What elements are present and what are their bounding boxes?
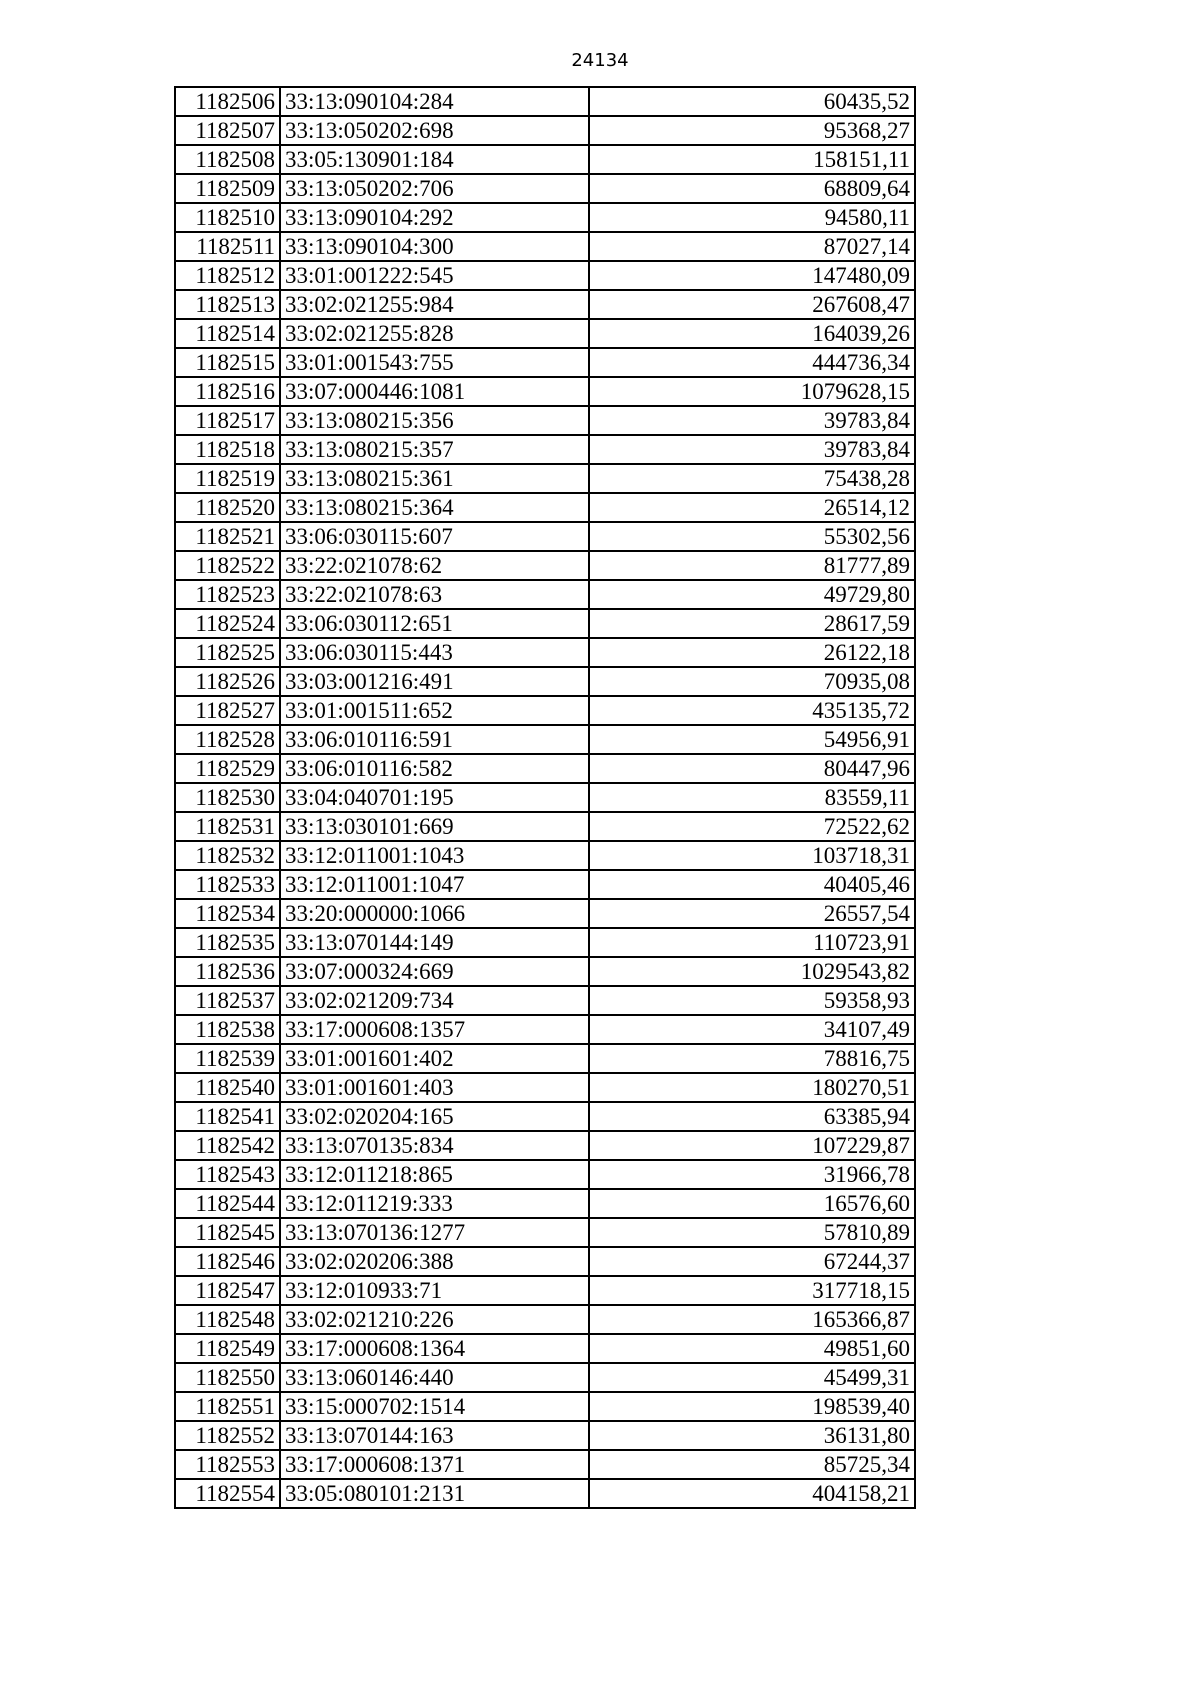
cadastral-number-cell: 33:02:021210:226 [280, 1305, 589, 1334]
table-row [175, 841, 915, 870]
value-cell: 67244,37 [589, 1247, 915, 1276]
cadastral-number-cell: 33:06:030112:651 [280, 609, 589, 638]
row-id-cell: 1182553 [175, 1450, 280, 1479]
cadastral-number-cell: 33:01:001511:652 [280, 696, 589, 725]
table-row [175, 1305, 915, 1334]
row-id-cell: 1182550 [175, 1363, 280, 1392]
value-cell: 83559,11 [589, 783, 915, 812]
row-id-cell: 1182543 [175, 1160, 280, 1189]
row-id-cell: 1182523 [175, 580, 280, 609]
row-id-cell: 1182529 [175, 754, 280, 783]
row-id-cell: 1182544 [175, 1189, 280, 1218]
cadastral-number-cell: 33:12:010933:71 [280, 1276, 589, 1305]
table-row [175, 1189, 915, 1218]
cadastral-number-cell: 33:17:000608:1357 [280, 1015, 589, 1044]
table-row [175, 319, 915, 348]
table-row [175, 1276, 915, 1305]
value-cell: 80447,96 [589, 754, 915, 783]
table-row [175, 928, 915, 957]
value-cell: 68809,64 [589, 174, 915, 203]
value-cell: 198539,40 [589, 1392, 915, 1421]
cadastral-number-cell: 33:13:080215:364 [280, 493, 589, 522]
table-row [175, 232, 915, 261]
table-row [175, 1015, 915, 1044]
table-row [175, 1160, 915, 1189]
cadastral-number-cell: 33:20:000000:1066 [280, 899, 589, 928]
row-id-cell: 1182536 [175, 957, 280, 986]
page-number: 24134 [571, 50, 629, 71]
table-row [175, 348, 915, 377]
table-row [175, 870, 915, 899]
cadastral-number-cell: 33:02:021209:734 [280, 986, 589, 1015]
cadastral-number-cell: 33:06:030115:607 [280, 522, 589, 551]
value-cell: 85725,34 [589, 1450, 915, 1479]
table-row [175, 116, 915, 145]
table-row [175, 899, 915, 928]
table-row [175, 1102, 915, 1131]
table-row [175, 1421, 915, 1450]
row-id-cell: 1182524 [175, 609, 280, 638]
value-cell: 31966,78 [589, 1160, 915, 1189]
value-cell: 70935,08 [589, 667, 915, 696]
cadastral-number-cell: 33:17:000608:1371 [280, 1450, 589, 1479]
cadastral-number-cell: 33:22:021078:62 [280, 551, 589, 580]
row-id-cell: 1182522 [175, 551, 280, 580]
table-row [175, 261, 915, 290]
cadastral-number-cell: 33:02:020206:388 [280, 1247, 589, 1276]
table-row [175, 696, 915, 725]
table-row [175, 522, 915, 551]
row-id-cell: 1182537 [175, 986, 280, 1015]
row-id-cell: 1182514 [175, 319, 280, 348]
table-row [175, 493, 915, 522]
value-cell: 39783,84 [589, 406, 915, 435]
row-id-cell: 1182548 [175, 1305, 280, 1334]
table-row [175, 290, 915, 319]
cadastral-number-cell: 33:03:001216:491 [280, 667, 589, 696]
value-cell: 158151,11 [589, 145, 915, 174]
row-id-cell: 1182513 [175, 290, 280, 319]
table-row [175, 783, 915, 812]
row-id-cell: 1182510 [175, 203, 280, 232]
value-cell: 317718,15 [589, 1276, 915, 1305]
row-id-cell: 1182515 [175, 348, 280, 377]
value-cell: 55302,56 [589, 522, 915, 551]
value-cell: 110723,91 [589, 928, 915, 957]
row-id-cell: 1182533 [175, 870, 280, 899]
row-id-cell: 1182512 [175, 261, 280, 290]
row-id-cell: 1182528 [175, 725, 280, 754]
cadastral-number-cell: 33:01:001222:545 [280, 261, 589, 290]
row-id-cell: 1182549 [175, 1334, 280, 1363]
row-id-cell: 1182521 [175, 522, 280, 551]
cadastral-number-cell: 33:13:090104:300 [280, 232, 589, 261]
table-row [175, 957, 915, 986]
table-row [175, 667, 915, 696]
value-cell: 16576,60 [589, 1189, 915, 1218]
table-row [175, 203, 915, 232]
row-id-cell: 1182516 [175, 377, 280, 406]
cadastral-number-cell: 33:13:090104:284 [280, 87, 589, 116]
cadastral-number-cell: 33:13:080215:356 [280, 406, 589, 435]
value-cell: 45499,31 [589, 1363, 915, 1392]
table-row [175, 638, 915, 667]
table-row [175, 145, 915, 174]
table-row [175, 812, 915, 841]
cadastral-number-cell: 33:12:011218:865 [280, 1160, 589, 1189]
row-id-cell: 1182541 [175, 1102, 280, 1131]
cadastral-number-cell: 33:06:030115:443 [280, 638, 589, 667]
value-cell: 435135,72 [589, 696, 915, 725]
value-cell: 26514,12 [589, 493, 915, 522]
cadastral-number-cell: 33:07:000324:669 [280, 957, 589, 986]
cadastral-value-table [174, 86, 916, 1509]
value-cell: 60435,52 [589, 87, 915, 116]
row-id-cell: 1182542 [175, 1131, 280, 1160]
value-cell: 34107,49 [589, 1015, 915, 1044]
cadastral-number-cell: 33:13:090104:292 [280, 203, 589, 232]
value-cell: 1029543,82 [589, 957, 915, 986]
cadastral-number-cell: 33:12:011001:1047 [280, 870, 589, 899]
cadastral-number-cell: 33:22:021078:63 [280, 580, 589, 609]
table-row [175, 1392, 915, 1421]
row-id-cell: 1182525 [175, 638, 280, 667]
row-id-cell: 1182547 [175, 1276, 280, 1305]
value-cell: 39783,84 [589, 435, 915, 464]
cadastral-number-cell: 33:01:001601:402 [280, 1044, 589, 1073]
row-id-cell: 1182540 [175, 1073, 280, 1102]
value-cell: 87027,14 [589, 232, 915, 261]
table-row [175, 754, 915, 783]
row-id-cell: 1182545 [175, 1218, 280, 1247]
value-cell: 94580,11 [589, 203, 915, 232]
row-id-cell: 1182538 [175, 1015, 280, 1044]
cadastral-number-cell: 33:01:001601:403 [280, 1073, 589, 1102]
table-row [175, 580, 915, 609]
row-id-cell: 1182511 [175, 232, 280, 261]
cadastral-number-cell: 33:13:080215:357 [280, 435, 589, 464]
row-id-cell: 1182506 [175, 87, 280, 116]
value-cell: 1079628,15 [589, 377, 915, 406]
row-id-cell: 1182546 [175, 1247, 280, 1276]
value-cell: 72522,62 [589, 812, 915, 841]
cadastral-number-cell: 33:17:000608:1364 [280, 1334, 589, 1363]
cadastral-number-cell: 33:13:060146:440 [280, 1363, 589, 1392]
table-body [175, 87, 915, 1508]
value-cell: 28617,59 [589, 609, 915, 638]
row-id-cell: 1182539 [175, 1044, 280, 1073]
row-id-cell: 1182527 [175, 696, 280, 725]
row-id-cell: 1182552 [175, 1421, 280, 1450]
cadastral-number-cell: 33:15:000702:1514 [280, 1392, 589, 1421]
row-id-cell: 1182508 [175, 145, 280, 174]
cadastral-number-cell: 33:06:010116:582 [280, 754, 589, 783]
table-row [175, 1131, 915, 1160]
value-cell: 57810,89 [589, 1218, 915, 1247]
row-id-cell: 1182530 [175, 783, 280, 812]
value-cell: 75438,28 [589, 464, 915, 493]
value-cell: 49851,60 [589, 1334, 915, 1363]
table-row [175, 986, 915, 1015]
row-id-cell: 1182518 [175, 435, 280, 464]
row-id-cell: 1182519 [175, 464, 280, 493]
value-cell: 26557,54 [589, 899, 915, 928]
value-cell: 147480,09 [589, 261, 915, 290]
cadastral-number-cell: 33:13:070136:1277 [280, 1218, 589, 1247]
cadastral-number-cell: 33:06:010116:591 [280, 725, 589, 754]
row-id-cell: 1182509 [175, 174, 280, 203]
table-row [175, 1450, 915, 1479]
table-row [175, 464, 915, 493]
row-id-cell: 1182534 [175, 899, 280, 928]
value-cell: 404158,21 [589, 1479, 915, 1508]
row-id-cell: 1182517 [175, 406, 280, 435]
table-row [175, 1218, 915, 1247]
cadastral-number-cell: 33:13:070135:834 [280, 1131, 589, 1160]
table-row [175, 725, 915, 754]
row-id-cell: 1182531 [175, 812, 280, 841]
table-row [175, 1073, 915, 1102]
cadastral-number-cell: 33:13:070144:149 [280, 928, 589, 957]
cadastral-number-cell: 33:02:021255:984 [280, 290, 589, 319]
table-row [175, 87, 915, 116]
row-id-cell: 1182532 [175, 841, 280, 870]
row-id-cell: 1182507 [175, 116, 280, 145]
table-row [175, 551, 915, 580]
value-cell: 103718,31 [589, 841, 915, 870]
cadastral-number-cell: 33:05:080101:2131 [280, 1479, 589, 1508]
cadastral-number-cell: 33:07:000446:1081 [280, 377, 589, 406]
table-row [175, 1363, 915, 1392]
table-row [175, 1044, 915, 1073]
value-cell: 165366,87 [589, 1305, 915, 1334]
table-row [175, 406, 915, 435]
cadastral-number-cell: 33:12:011219:333 [280, 1189, 589, 1218]
table-row [175, 609, 915, 638]
cadastral-number-cell: 33:12:011001:1043 [280, 841, 589, 870]
value-cell: 26122,18 [589, 638, 915, 667]
row-id-cell: 1182551 [175, 1392, 280, 1421]
table-row [175, 1247, 915, 1276]
row-id-cell: 1182520 [175, 493, 280, 522]
cadastral-number-cell: 33:02:021255:828 [280, 319, 589, 348]
row-id-cell: 1182535 [175, 928, 280, 957]
cadastral-number-cell: 33:02:020204:165 [280, 1102, 589, 1131]
value-cell: 54956,91 [589, 725, 915, 754]
value-cell: 180270,51 [589, 1073, 915, 1102]
table-row [175, 435, 915, 464]
cadastral-number-cell: 33:13:050202:698 [280, 116, 589, 145]
cadastral-number-cell: 33:13:050202:706 [280, 174, 589, 203]
cadastral-number-cell: 33:13:070144:163 [280, 1421, 589, 1450]
table-row [175, 1334, 915, 1363]
value-cell: 95368,27 [589, 116, 915, 145]
value-cell: 49729,80 [589, 580, 915, 609]
cadastral-number-cell: 33:05:130901:184 [280, 145, 589, 174]
value-cell: 444736,34 [589, 348, 915, 377]
cadastral-number-cell: 33:13:030101:669 [280, 812, 589, 841]
value-cell: 63385,94 [589, 1102, 915, 1131]
table-row [175, 174, 915, 203]
value-cell: 36131,80 [589, 1421, 915, 1450]
value-cell: 267608,47 [589, 290, 915, 319]
value-cell: 59358,93 [589, 986, 915, 1015]
value-cell: 164039,26 [589, 319, 915, 348]
cadastral-number-cell: 33:13:080215:361 [280, 464, 589, 493]
table-row [175, 1479, 915, 1508]
value-cell: 78816,75 [589, 1044, 915, 1073]
row-id-cell: 1182526 [175, 667, 280, 696]
row-id-cell: 1182554 [175, 1479, 280, 1508]
value-cell: 107229,87 [589, 1131, 915, 1160]
value-cell: 40405,46 [589, 870, 915, 899]
cadastral-number-cell: 33:04:040701:195 [280, 783, 589, 812]
cadastral-number-cell: 33:01:001543:755 [280, 348, 589, 377]
value-cell: 81777,89 [589, 551, 915, 580]
table-row [175, 377, 915, 406]
